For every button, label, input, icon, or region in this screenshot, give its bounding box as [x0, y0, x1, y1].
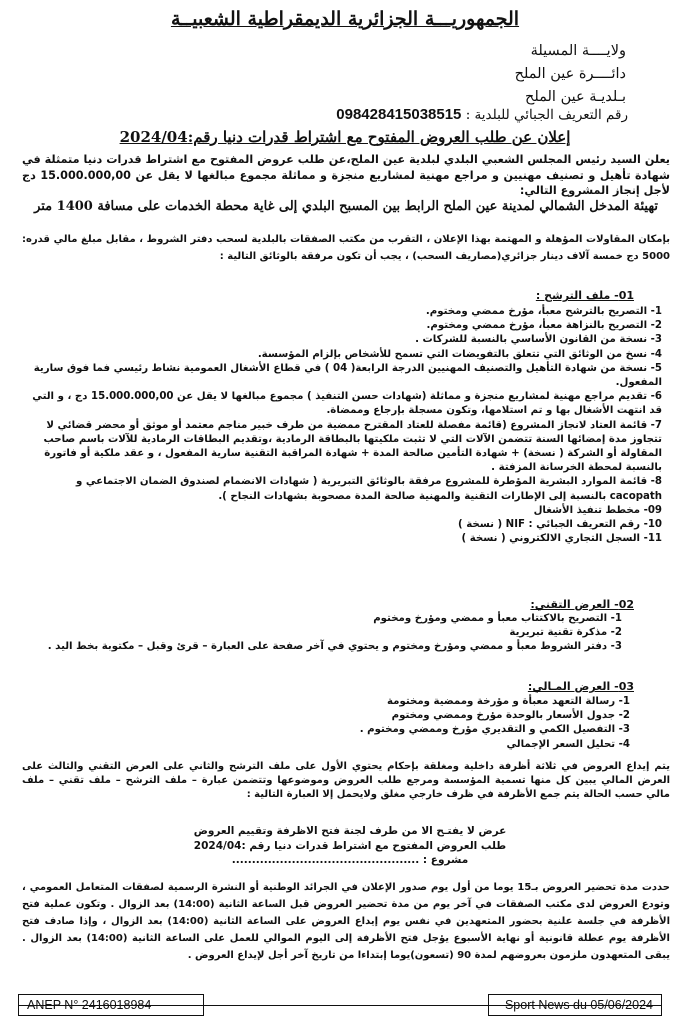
nif-line: [336, 106, 628, 123]
list-item: 1- التصريح بالاكتتاب معبأ و ممضي ومؤرخ ومختوم: [373, 613, 622, 624]
envelope-line-1: عرض لا يفتـح الا من طرف لجنة فتح الاظرفة وتقييم العروض: [193, 825, 507, 837]
nif-value: 098428415038515: [336, 106, 462, 123]
list-item: 4- نسخ من الوثائق التي تتعلق بالتفويضات التي تسمح للأشخاص بإلزام المؤسسة.: [257, 348, 662, 360]
anep-reference: ANEP N° 2416018984: [18, 994, 204, 1016]
section-candidature-heading: 01- ملف الترشح :: [535, 289, 634, 302]
list-item: 1- رسالة التعهد معبأة و مؤرخة وممضية ومختومة: [386, 696, 630, 707]
commune-label: بـلديـة عين الملح: [524, 89, 626, 105]
list-item: 3- دفتر الشروط معبأ و ممضي ومؤرخ ومختوم و يحتوي في آخر صفحة على العبارة – قرئ وقبل – مكتوبة بخط اليد .: [47, 641, 622, 653]
publication-source: Sport News du 05/06/2024: [488, 994, 662, 1016]
list-item: 3- التفصيل الكمي و التقديري مؤرخ وممضي ومختوم .: [359, 724, 630, 736]
notice-title-number: 2024/04: [119, 128, 188, 146]
list-item: 2- مذكرة تقنية تبريرية: [509, 627, 622, 639]
envelope-line-3: مشروع : ...............................................: [231, 854, 469, 866]
list-item: 11- السجل التجاري الالكتروني ( نسخة ): [461, 533, 662, 545]
notice-title-text: إعلان عن طلب العروض المفتوح مع اشتراط قدرات دنيا رقم:: [187, 128, 571, 146]
list-item: 7- قائمة العتاد لانجاز المشروع (قائمة مفصلة للعتاد المقترح ممضية من طرف خبير مناجم معتمد أو موثق أو محضر قضائي لا تتجاوز مدة إمضائها السنة تتضمن الآلات التي لا تثبت ملكيتها بالبطاقة الرمادية ،وتقديم البطاقات الرمادية للآلات باسم صاحب المقاولة أو الشركة ( نسخة) + شهادة التأمين صالحة المدة + شهادة المراقبة التقنية سارية المفعول ، و عقد ملكية أو فاتورة بالنسبة لمحطة الخرسانة المزفتة .: [43, 419, 662, 474]
list-item: 6- تقديم مراجع مهنية لمشاريع منجزة و مماثلة (شهادات حسن التنفيذ ) مجموع مبالغها لا يقل عن 15.000.000,00 دج ، و التي قد انتهت الأشغال بها و تم استلامها، وتكون مسجلة بإرجاع وممضاة.: [32, 391, 662, 417]
administration-block: [515, 40, 626, 109]
daira-label: دائــــرة عين الملح: [514, 66, 626, 82]
submission-paragraph: يتم إيداع العروض في ثلاثة أظرفة داخلية ومغلقة بإحكام يحتوي الأول على ملف الترشح والثاني على العرض التقني والثالث على العرض المالي يبين كل منها تسمية المؤسسة ومرجع طلب العروض وموضوعها وتتضمن عبارة – ملف الترشح – ملف تقني – ملف مالي حسب الحالة يتم جمع الأظرفة في ظرف خارجي مغلق ولايحمل إلا العبارة التالية :: [22, 761, 670, 801]
candidature-list: [22, 305, 662, 546]
withdraw-paragraph: بإمكان المقاولات المؤهلة و المهتمة بهذا الإعلان ، التقرب من مكتب الصفقات بالبلدية لسحب دفتر الشروط ، مقابل مبلغ مالي قدره: 5000 دج خمسة آلاف دينار جزائري(مصاريف السحب) ، يجب أن تكون مرفقة بالوثائق التالية :: [22, 234, 670, 262]
envelope-line-2: طلب العروض المفتوح مع اشتراط قدرات دنيا رقم :2024/04: [193, 839, 507, 852]
technical-list: [22, 612, 622, 655]
list-item: 09- مخطط تنفيذ الأشغال: [533, 504, 662, 516]
deadline-paragraph: حددت مدة تحضير العروض بـ15 يوما من أول يوم صدور الإعلان في الجرائد الوطنية أو النشرة الرسمية لصفقات المتعامل العمومي ، وتودع العروض لدى مكتب الصفقات في آخر يوم من مدة تحضير العروض قبل الساعة الثانية (14:00) بعد الزوال . وتكون عملية فتح الأظرفة في جلسة علنية بحضور المتعهدين في نفس يوم إيداع العروض على الساعة الثانية (14:00) بعد الزوال ، وإذا صادف فتح الأظرفة يوم عطلة قانونية أو نهاية الأسبوع يؤجل فتح الأظرفة إلى اليوم الموالي للعمل على الساعة الثانية (14:00) بعد الزوال . يبقى المتعهدون ملزمون بعروضهم لمدة 90 (تسعون)يوما إبتداءا من تاريخ آخر أجل لإيداع العروض .: [22, 882, 670, 961]
list-item: 10- رقم التعريف الجبائي : NIF ( نسخة ): [458, 519, 662, 531]
list-item: 2- جدول الأسعار بالوحدة مؤرخ وممضي ومختوم: [391, 710, 630, 722]
intro-paragraph: يعلن السيد رئيس المجلس الشعبي البلدي لبلدية عين الملح،عن طلب عروض المفتوح مع اشتراط قدرات دنيا متمثلة في شهادة تأهيل و تصنيف مهنيين و مراجع مهنية لمشاريع منجزة و مماثلة مجموع مبالغها لا يقل عن 15.000.000,00 دج لأجل إنجاز المشروع التالي:: [22, 153, 670, 197]
section-financial-heading: 03- العرض المـالي:: [527, 680, 634, 693]
list-item: 3- نسخة من القانون الأساسي بالنسبة للشركات .: [415, 334, 662, 346]
wilaya-label: ولايــــة المسيلة: [530, 43, 626, 59]
financial-list: [20, 695, 630, 752]
list-item: 2- التصريح بالنزاهة معبأ، مؤرخ ممضي ومختوم.: [426, 320, 662, 332]
republic-heading: الجمهوريـــة الجزائرية الديمقراطية الشعبيــة: [170, 8, 520, 30]
list-item: 5- نسخة من شهادة التأهيل والتصنيف المهنيين الدرجة الرابعة( 04 ) في قطاع الأشغال العمومية نشاط رئيسي فما فوق سارية المفعول.: [33, 362, 662, 389]
list-item: 4- تحليل السعر الإجمالي: [506, 738, 630, 750]
nif-label: رقم التعريف الجبائي للبلدية :: [465, 107, 628, 123]
envelope-text: [160, 824, 540, 868]
project-title: تهيئة المدخل الشمالي لمدينة عين الملح الرابط بين المسبح البلدي إلى غاية محطة الخدمات على مسافة 1400 متر: [34, 199, 658, 214]
section-technical-heading: 02- العرض التقني:: [530, 598, 634, 611]
notice-title: [0, 128, 690, 146]
list-item: 8- قائمة الموارد البشرية المؤطرة للمشروع مرفقة بالوثائق التبريرية ( شهادات الانضمام لصندوق الضمان الاجتماعي و cacopath بالنسبة إلى الإطارات التقنية والمهنية صالحة المدة مصحوبة بشهادات النجاح ).: [75, 476, 662, 502]
list-item: 1- التصريح بالترشح معبأ، مؤرخ ممضي ومختوم.: [425, 306, 662, 317]
